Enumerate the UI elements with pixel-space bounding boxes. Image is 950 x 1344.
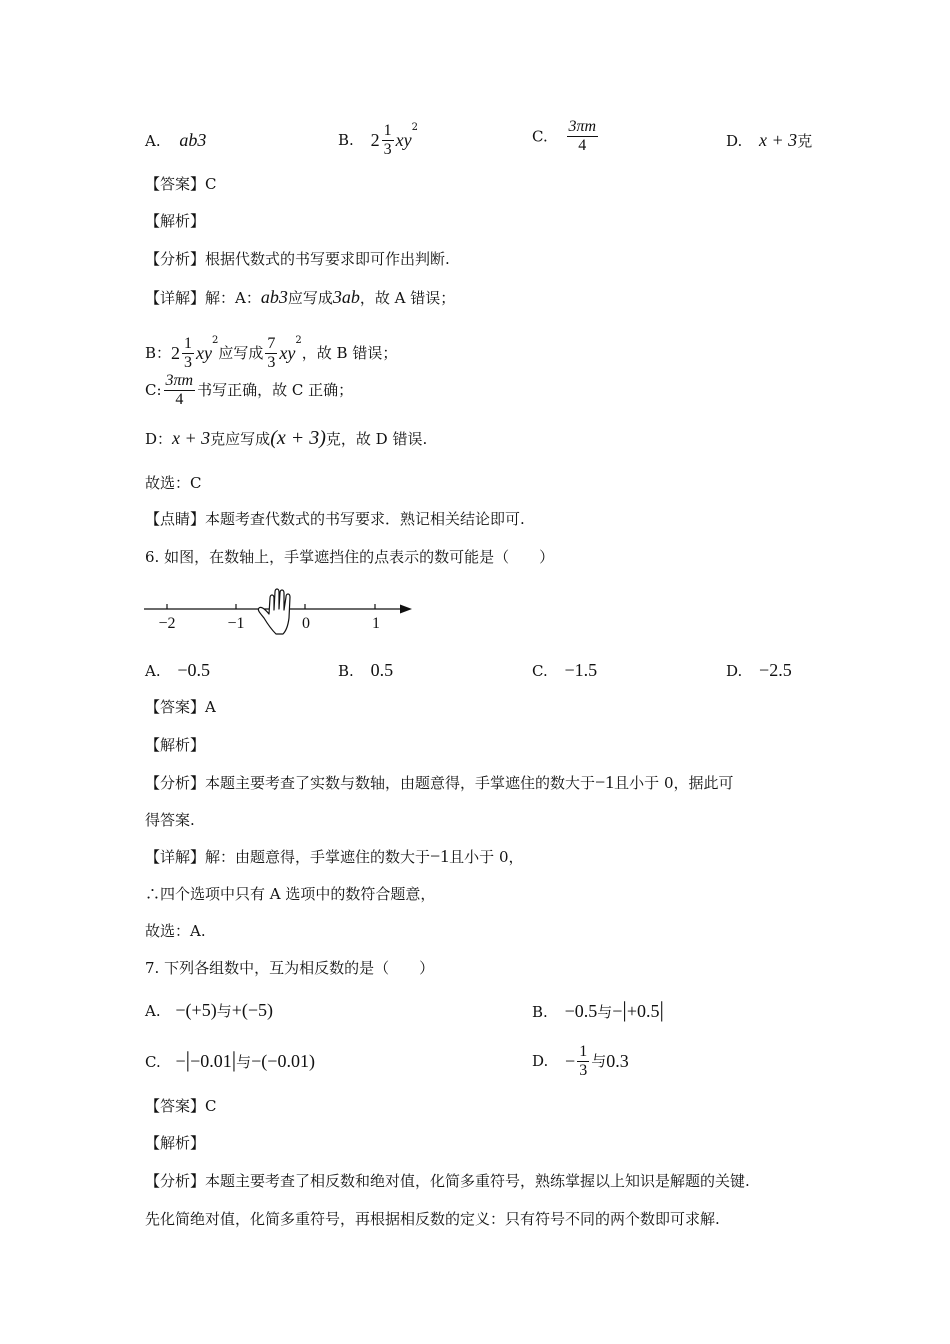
q7-analysis-head: 【解析】 — [145, 1134, 206, 1152]
q6-option-a-label: A. — [145, 662, 161, 680]
q5-line-b-num: 1 — [184, 334, 193, 352]
q5-option-b-label: B. — [338, 131, 354, 149]
q7-option-d-mid: 与 — [591, 1052, 607, 1070]
q7-option-a-mid: 与 — [216, 1002, 232, 1020]
q5-line-b-den: 3 — [184, 353, 193, 371]
q6-option-d — [726, 660, 792, 681]
q6-answer: 【答案】A — [145, 698, 216, 716]
q5-line-b-prefix: B： — [145, 344, 172, 362]
q5-detail — [145, 287, 455, 308]
q6-option-c-value: −1.5 — [564, 660, 598, 680]
q5-option-b — [338, 118, 418, 159]
q6-axis-arrow — [400, 605, 412, 614]
q5-line-d-m1: x + 3 — [172, 428, 211, 448]
q5-detail-prefix: 【详解】解：A： — [145, 289, 261, 307]
q5-line-d-end: 克，故 D 错误. — [325, 430, 428, 448]
q7-option-a-label: A. — [145, 1002, 161, 1020]
q7-option-d-num: 1 — [579, 1042, 588, 1060]
q5-option-b-den: 3 — [383, 140, 392, 158]
q5-option-c-num: 3πm — [568, 118, 597, 135]
q7-option-d-pre: − — [565, 1051, 576, 1071]
q6-tick-label-0: 0 — [302, 615, 310, 632]
q6-option-c-label: C. — [532, 662, 548, 680]
q7-fenxi-line1: 【分析】本题主要考查了相反数和绝对值，化简多重符号，熟练掌握以上知识是解题的关键. — [145, 1172, 750, 1190]
q5-line-b — [145, 321, 397, 373]
q6-detail-b: 且小于 0， — [449, 848, 524, 866]
q7-option-b-label: B. — [532, 1003, 548, 1021]
q7-option-c — [145, 1047, 315, 1072]
q5-option-b-tail: xy — [395, 130, 412, 150]
q5-option-b-fraction — [382, 122, 394, 159]
q6-option-c — [532, 660, 597, 681]
q7-option-d-fraction — [577, 1043, 589, 1080]
q7-option-b-right-in: +0.5 — [626, 1001, 660, 1021]
q5-option-c — [532, 118, 600, 155]
q5-option-b-whole: 2 — [370, 130, 380, 150]
q6-stem: 6. 如图，在数轴上，手掌遮挡住的点表示的数可能是（ ） — [145, 548, 555, 566]
q5-option-d-label: D. — [726, 132, 743, 150]
q7-option-c-label: C. — [145, 1053, 161, 1071]
q6-number-line — [140, 588, 420, 638]
q7-option-b-left: −0.5 — [564, 1001, 598, 1021]
q5-line-c-fraction — [164, 372, 196, 409]
q5-line-b-exp: 2 — [212, 335, 219, 346]
q7-option-b-right-pre: − — [612, 1001, 623, 1021]
q7-option-c-mid: 与 — [236, 1053, 252, 1071]
q6-option-a-value: −0.5 — [177, 660, 211, 680]
q6-tick-label-1: 1 — [372, 615, 380, 632]
q6-tick-label-neg1: −1 — [227, 615, 245, 632]
q5-detail-t2: ，故 A 错误； — [359, 289, 456, 307]
q6-choose: 故选：A. — [145, 922, 206, 940]
q5-line-b-num2: 7 — [267, 334, 276, 352]
q7-option-d-den: 3 — [579, 1061, 588, 1079]
q7-option-c-left-in: −0.01 — [190, 1051, 232, 1071]
q6-detail-a: 【详解】解：由题意得，手掌遮住的数大于 — [145, 848, 431, 866]
q6-analysis-head: 【解析】 — [145, 736, 206, 754]
q7-option-d-right: 0.3 — [606, 1051, 629, 1071]
q5-option-a — [145, 130, 206, 151]
q5-line-b-exp2: 2 — [295, 335, 302, 346]
q7-option-d-label: D. — [532, 1052, 549, 1070]
q7-option-a-right: +(−5) — [231, 1000, 273, 1020]
q7-option-b — [532, 997, 664, 1022]
q6-fenxi-1m: −1 — [595, 772, 615, 792]
abs-bar-right: | — [231, 1047, 237, 1072]
q6-detail — [145, 846, 523, 867]
q5-option-c-den: 4 — [578, 137, 587, 154]
hand-icon — [258, 589, 290, 634]
q5-line-b-tail2: xy — [279, 343, 296, 363]
q5-option-d-math: x + 3 — [759, 130, 798, 150]
q5-detail-t1: 应写成 — [287, 289, 333, 307]
q5-option-b-num: 1 — [383, 121, 392, 139]
q6-therefore: ∴四个选项中只有 A 选项中的数符合题意， — [145, 885, 436, 903]
q5-option-d — [726, 130, 812, 151]
q5-line-d-t1: 克应写成 — [210, 430, 271, 448]
q5-line-b-fraction — [182, 335, 194, 372]
q5-line-d-m2: (x + 3) — [270, 427, 326, 449]
q6-fenxi-line1 — [145, 772, 733, 793]
q5-answer: 【答案】C — [145, 175, 217, 193]
q5-line-b-den2: 3 — [267, 353, 276, 371]
q7-option-c-right: −(−0.01) — [251, 1051, 315, 1071]
q5-line-c — [145, 369, 353, 410]
abs-bar-right: | — [659, 997, 664, 1022]
q7-option-a-left: −(+5) — [175, 1000, 217, 1020]
q5-option-c-fraction — [567, 118, 599, 155]
q5-detail-m2: 3ab — [332, 287, 360, 307]
q6-option-d-label: D. — [726, 662, 743, 680]
q6-detail-m: −1 — [430, 846, 450, 866]
q5-option-c-label: C. — [532, 127, 548, 146]
q7-option-b-mid: 与 — [597, 1003, 613, 1021]
q5-line-b-whole: 2 — [171, 343, 181, 363]
q7-option-d — [532, 1040, 629, 1081]
q5-line-c-den: 4 — [175, 390, 184, 408]
q5-option-b-exp: 2 — [411, 122, 418, 133]
q5-choose: 故选：C — [145, 474, 202, 492]
q6-option-a — [145, 660, 210, 681]
q6-option-b-value: 0.5 — [370, 660, 394, 680]
q5-option-d-unit: 克 — [797, 132, 813, 150]
q7-stem: 7. 下列各组数中，互为相反数的是（ ） — [145, 959, 435, 977]
abs-bar-left: | — [185, 1047, 191, 1072]
q6-option-b-label: B. — [338, 662, 354, 680]
q5-dianjing: 【点睛】本题考查代数式的书写要求．熟记相关结论即可. — [145, 510, 525, 528]
q5-line-d — [145, 428, 427, 449]
q5-line-c-end: 书写正确，故 C 正确； — [197, 381, 354, 399]
q6-tick-label-neg2: −2 — [158, 615, 176, 632]
q5-line-c-prefix: C: — [145, 381, 162, 399]
q6-option-d-value: −2.5 — [759, 660, 792, 680]
q5-line-b-tail: xy — [196, 343, 213, 363]
q7-fenxi-line2: 先化简绝对值，化简多重符号，再根据相反数的定义：只有符号不同的两个数即可求解. — [145, 1210, 720, 1228]
q6-fenxi-line2: 得答案. — [145, 811, 195, 829]
q6-fenxi-1a: 【分析】本题主要考查了实数与数轴，由题意得，手掌遮住的数大于 — [145, 774, 596, 792]
q7-option-a — [145, 1000, 273, 1021]
q7-option-c-left-pre: − — [175, 1051, 186, 1071]
q5-line-c-num: 3πm — [165, 371, 194, 389]
q5-line-d-prefix: D： — [145, 430, 173, 448]
q5-line-b-end: ，故 B 错误； — [301, 344, 398, 362]
abs-bar-left: | — [622, 997, 627, 1022]
q5-fenxi: 【分析】根据代数式的书写要求即可作出判断. — [145, 250, 450, 268]
q5-option-a-value: ab3 — [179, 130, 207, 150]
q5-detail-m1: ab3 — [260, 287, 288, 307]
q5-analysis-head: 【解析】 — [145, 212, 206, 230]
q5-option-a-label: A. — [145, 132, 161, 150]
q6-option-b — [338, 660, 393, 681]
q5-line-b-fraction2 — [265, 335, 277, 372]
q7-answer: 【答案】C — [145, 1097, 217, 1115]
q6-fenxi-1b: 且小于 0，据此可 — [614, 774, 734, 792]
q5-line-b-mid: 应写成 — [218, 344, 264, 362]
